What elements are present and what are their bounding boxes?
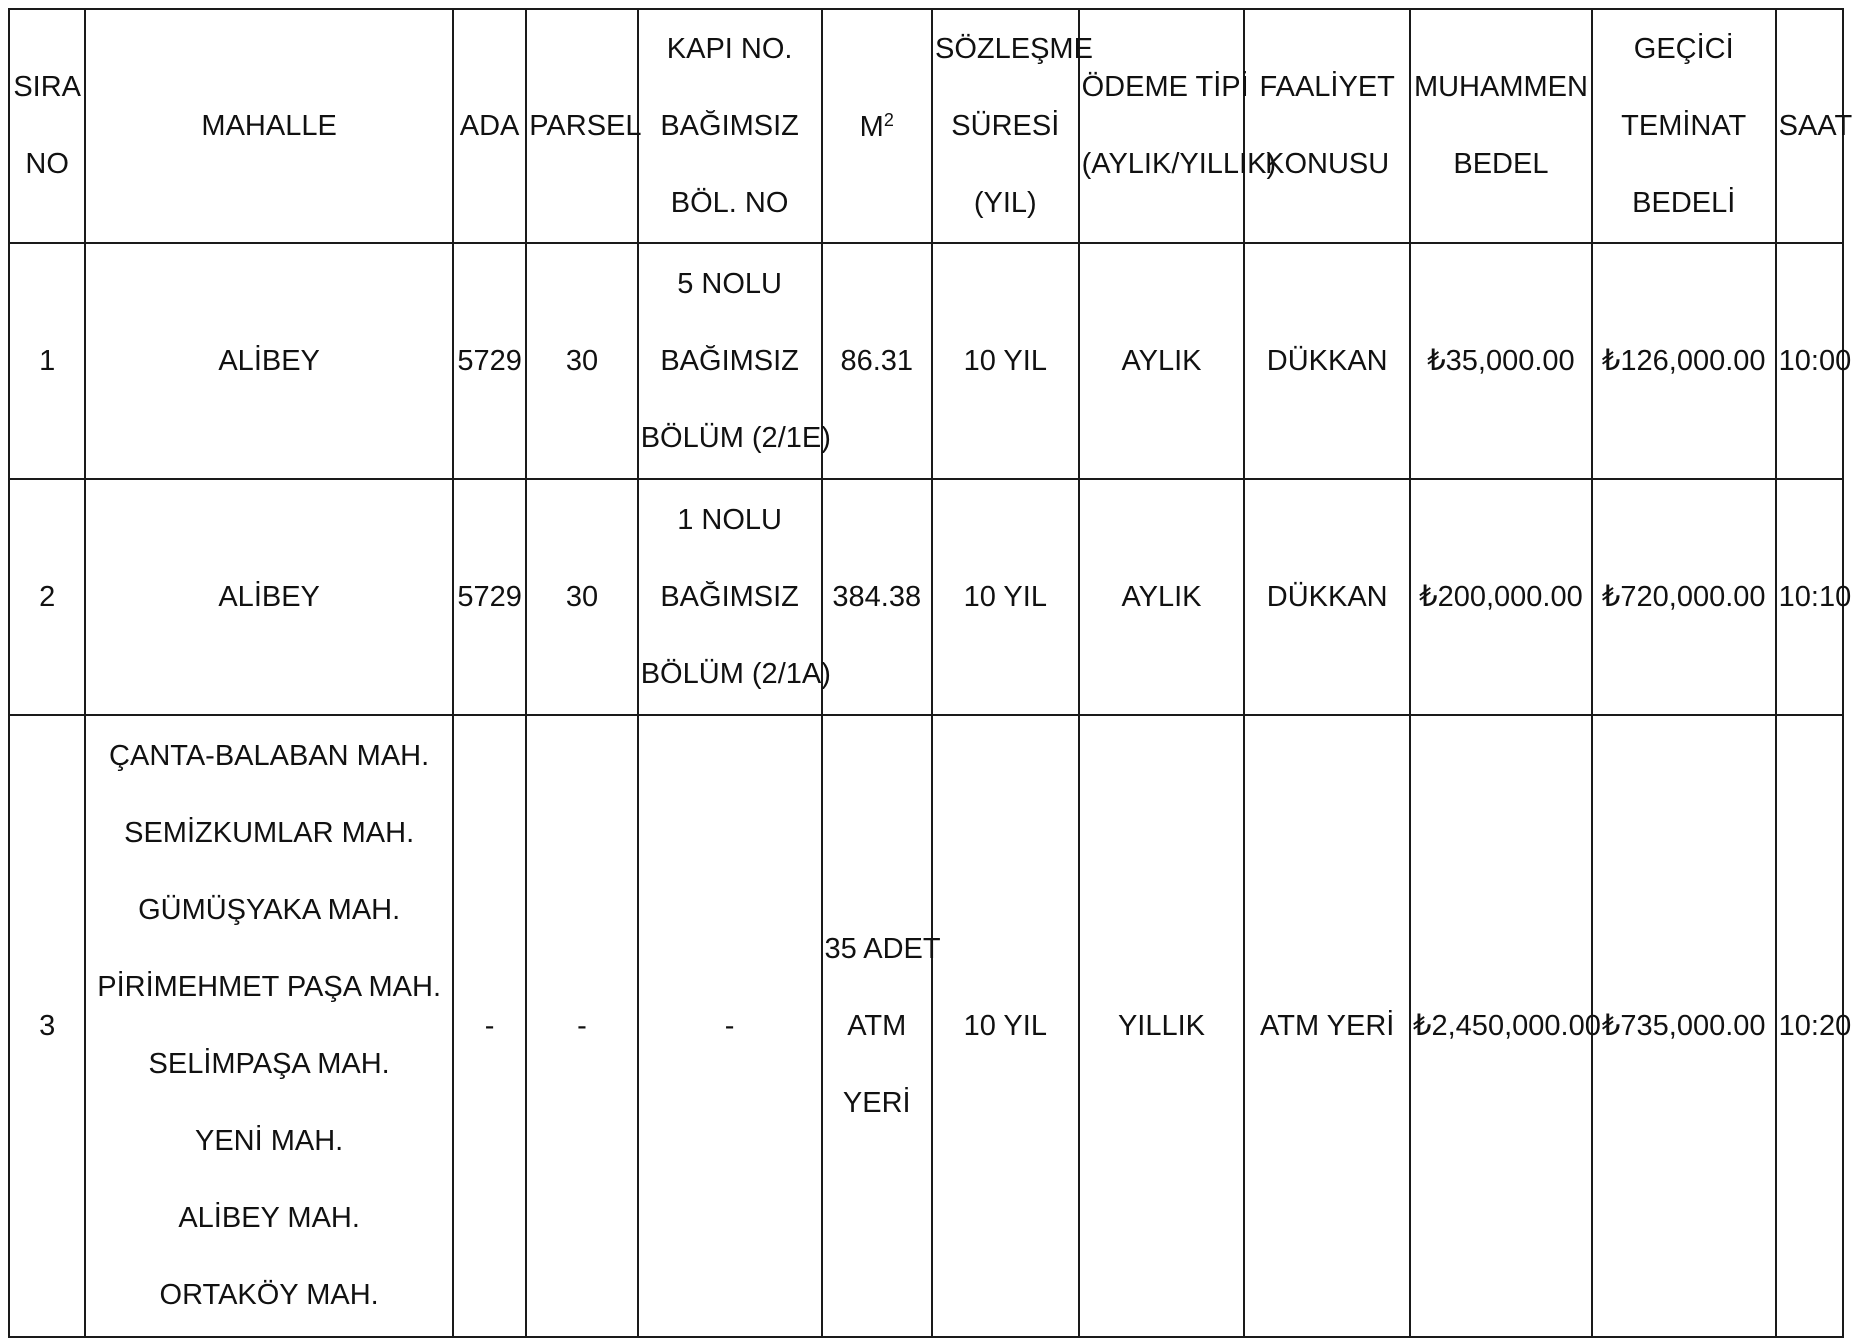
cell-m2-line-3: YERİ bbox=[842, 1086, 911, 1119]
cell-mahalle: ALİBEY bbox=[85, 479, 453, 715]
header-faaliyet-konusu bbox=[1244, 9, 1410, 243]
cell-saat: 10:00 bbox=[1776, 243, 1843, 479]
header-ada: ADA bbox=[453, 9, 526, 243]
header-gecici-teminat bbox=[1592, 9, 1776, 243]
cell-kapi-line-2: BAĞIMSIZ bbox=[660, 344, 799, 377]
cell-odeme: YILLIK bbox=[1079, 715, 1245, 1337]
cell-sozlesme: 10 YIL bbox=[932, 243, 1079, 479]
header-sira-no bbox=[9, 9, 85, 243]
header-m2-superscript: 2 bbox=[883, 109, 894, 130]
cell-gecici: ₺720,000.00 bbox=[1592, 479, 1776, 715]
cell-mahalle-list bbox=[85, 715, 453, 1337]
cell-odeme: AYLIK bbox=[1079, 243, 1245, 479]
header-muhammen-bedel bbox=[1410, 9, 1592, 243]
header-odeme-line-2: (AYLIK/YILLIK) bbox=[1081, 148, 1277, 180]
header-faaliyet-line-2: KONUSU bbox=[1265, 148, 1390, 180]
cell-parsel: 30 bbox=[526, 243, 637, 479]
header-muhammen-line-2: BEDEL bbox=[1453, 148, 1549, 180]
header-faaliyet-line-1: FAALİYET bbox=[1259, 71, 1395, 103]
cell-sira: 2 bbox=[9, 479, 85, 715]
cell-sozlesme: 10 YIL bbox=[932, 479, 1079, 715]
header-sozlesme-line-3: (YIL) bbox=[973, 186, 1037, 219]
header-row bbox=[9, 9, 1843, 243]
cell-parsel: - bbox=[526, 715, 637, 1337]
cell-faaliyet: DÜKKAN bbox=[1244, 479, 1410, 715]
header-kapi-line-1: KAPI NO. bbox=[666, 32, 793, 65]
cell-mahalle: ALİBEY bbox=[85, 243, 453, 479]
cell-muhammen: ₺2,450,000.00 bbox=[1410, 715, 1592, 1337]
header-sozlesme-suresi bbox=[932, 9, 1093, 243]
cell-kapi-line-2: BAĞIMSIZ bbox=[660, 580, 799, 613]
cell-gecici: ₺126,000.00 bbox=[1592, 243, 1776, 479]
cell-parsel: 30 bbox=[526, 479, 637, 715]
cell-ada: 5729 bbox=[453, 243, 526, 479]
mahalle-list-item: SEMİZKUMLAR MAH. bbox=[124, 817, 415, 849]
cell-kapi-line-1: 1 NOLU bbox=[677, 503, 782, 536]
cell-m2-line-2: ATM bbox=[847, 1009, 907, 1042]
header-gecici-line-1: GEÇİCİ bbox=[1633, 32, 1734, 65]
cell-kapi-line-3: BÖLÜM (2/1E) bbox=[640, 421, 831, 454]
cell-m2 bbox=[822, 715, 941, 1337]
mahalle-list-item: ALİBEY MAH. bbox=[178, 1202, 360, 1234]
cell-faaliyet: DÜKKAN bbox=[1244, 243, 1410, 479]
header-mahalle: MAHALLE bbox=[85, 9, 453, 243]
cell-sira: 3 bbox=[9, 715, 85, 1337]
cell-saat: 10:10 bbox=[1776, 479, 1843, 715]
cell-kapi-no bbox=[638, 479, 831, 715]
cell-gecici: ₺735,000.00 bbox=[1592, 715, 1776, 1337]
cell-kapi-line-1: 5 NOLU bbox=[677, 267, 782, 300]
cell-saat: 10:20 bbox=[1776, 715, 1843, 1337]
cell-sira: 1 bbox=[9, 243, 85, 479]
mahalle-list-item: PİRİMEHMET PAŞA MAH. bbox=[97, 971, 442, 1003]
header-parsel: PARSEL bbox=[526, 9, 637, 243]
cell-faaliyet: ATM YERİ bbox=[1244, 715, 1410, 1337]
table-row bbox=[9, 715, 1843, 1337]
header-m2-base: M bbox=[859, 110, 884, 143]
mahalle-list-item: ÇANTA-BALABAN MAH. bbox=[109, 740, 430, 772]
cell-kapi-no: - bbox=[638, 715, 822, 1337]
cell-sozlesme: 10 YIL bbox=[932, 715, 1079, 1337]
header-muhammen-line-1: MUHAMMEN bbox=[1413, 71, 1588, 103]
header-sozlesme-line-2: SÜRESİ bbox=[951, 109, 1060, 142]
cell-odeme: AYLIK bbox=[1079, 479, 1245, 715]
header-kapi-no bbox=[638, 9, 822, 243]
header-gecici-line-2: TEMİNAT bbox=[1621, 109, 1747, 142]
mahalle-list-item: GÜMÜŞYAKA MAH. bbox=[138, 894, 401, 926]
cell-m2: 86.31 bbox=[822, 243, 932, 479]
header-saat: SAAT bbox=[1776, 9, 1843, 243]
cell-kapi-no bbox=[638, 243, 831, 479]
mahalle-list-item: ORTAKÖY MAH. bbox=[159, 1279, 379, 1311]
header-sira-line-2: NO bbox=[25, 148, 69, 180]
header-m2 bbox=[822, 9, 932, 243]
cell-ada: 5729 bbox=[453, 479, 526, 715]
table-row bbox=[9, 479, 1843, 715]
mahalle-list-item: YENİ MAH. bbox=[195, 1125, 344, 1157]
cell-kapi-line-3: BÖLÜM (2/1A) bbox=[640, 657, 831, 690]
header-gecici-line-3: BEDELİ bbox=[1632, 186, 1736, 219]
header-sira-line-1: SIRA bbox=[13, 71, 81, 103]
header-kapi-line-3: BÖL. NO bbox=[670, 186, 789, 219]
header-sozlesme-line-1: SÖZLEŞME bbox=[934, 32, 1093, 65]
header-odeme-tipi bbox=[1079, 9, 1277, 243]
header-kapi-line-2: BAĞIMSIZ bbox=[660, 109, 799, 142]
cell-muhammen: ₺35,000.00 bbox=[1410, 243, 1592, 479]
mahalle-list-item: SELİMPAŞA MAH. bbox=[148, 1048, 390, 1080]
cell-ada: - bbox=[453, 715, 526, 1337]
cell-m2: 384.38 bbox=[822, 479, 932, 715]
auction-table bbox=[8, 8, 1852, 1338]
header-odeme-line-1: ÖDEME TİPİ bbox=[1081, 71, 1249, 103]
cell-m2-line-1: 35 ADET bbox=[824, 932, 941, 965]
table-row bbox=[9, 243, 1843, 479]
cell-muhammen: ₺200,000.00 bbox=[1410, 479, 1592, 715]
